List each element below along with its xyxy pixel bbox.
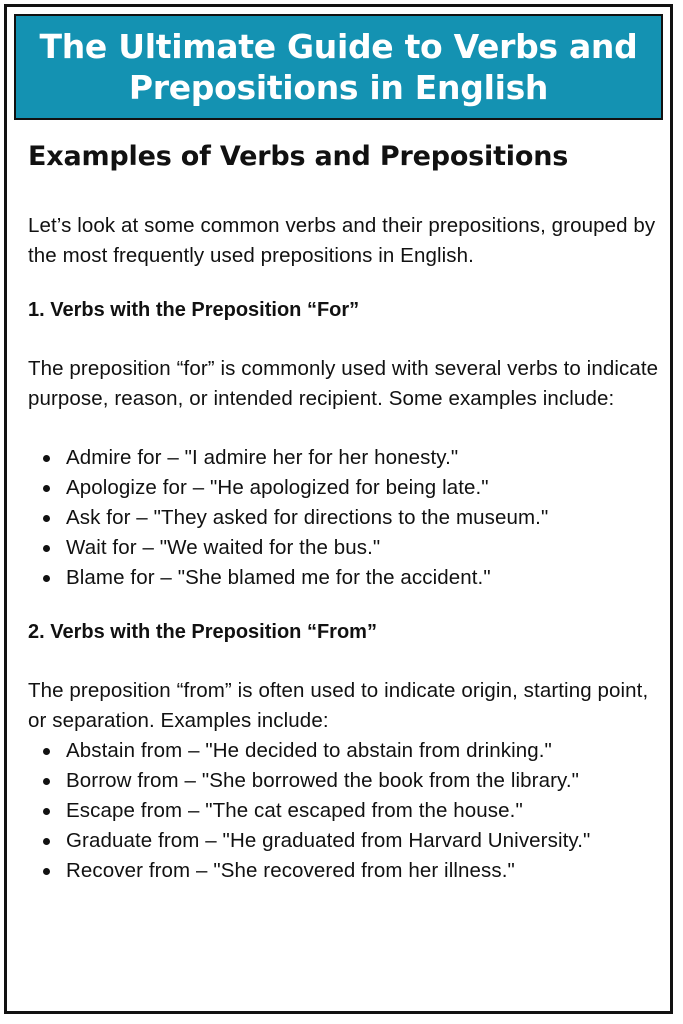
section-heading: Examples of Verbs and Prepositions [28,141,569,172]
article-body [28,139,668,886]
list-item: Graduate from – "He graduated from Harvard University." [28,826,668,856]
intro-paragraph: Let’s look at some common verbs and their prepositions, grouped by the most frequently used prepositions in English. [28,214,656,267]
list-item: Abstain from – "He decided to abstain from drinking." [28,736,668,766]
page-title [24,26,654,108]
title-banner [14,14,663,120]
list-item: Wait for – "We waited for the bus." [28,533,668,563]
page-title-line-2: Prepositions in English [128,68,549,107]
list-item: Recover from – "She recovered from her illness." [28,856,668,886]
group-description-from: The preposition “from” is often used to indicate origin, starting point, or separation. Examples include: [28,679,649,732]
examples-list-from [28,736,668,886]
list-item: Borrow from – "She borrowed the book from the library." [28,766,668,796]
list-item: Ask for – "They asked for directions to the museum." [28,503,668,533]
examples-list-for [28,443,668,593]
list-item: Admire for – "I admire her for her honesty." [28,443,668,473]
group-description-for: The preposition “for” is commonly used with several verbs to indicate purpose, reason, or intended recipient. Some examples include: [28,357,659,410]
list-item: Escape from – "The cat escaped from the house." [28,796,668,826]
group-heading-from: 2. Verbs with the Preposition “From” [28,621,377,643]
group-heading-for: 1. Verbs with the Preposition “For” [28,299,360,321]
page-title-line-1: The Ultimate Guide to Verbs and [39,27,638,66]
list-item: Apologize for – "He apologized for being late." [28,473,668,503]
page-frame [4,4,673,1014]
list-item: Blame for – "She blamed me for the accident." [28,563,668,593]
